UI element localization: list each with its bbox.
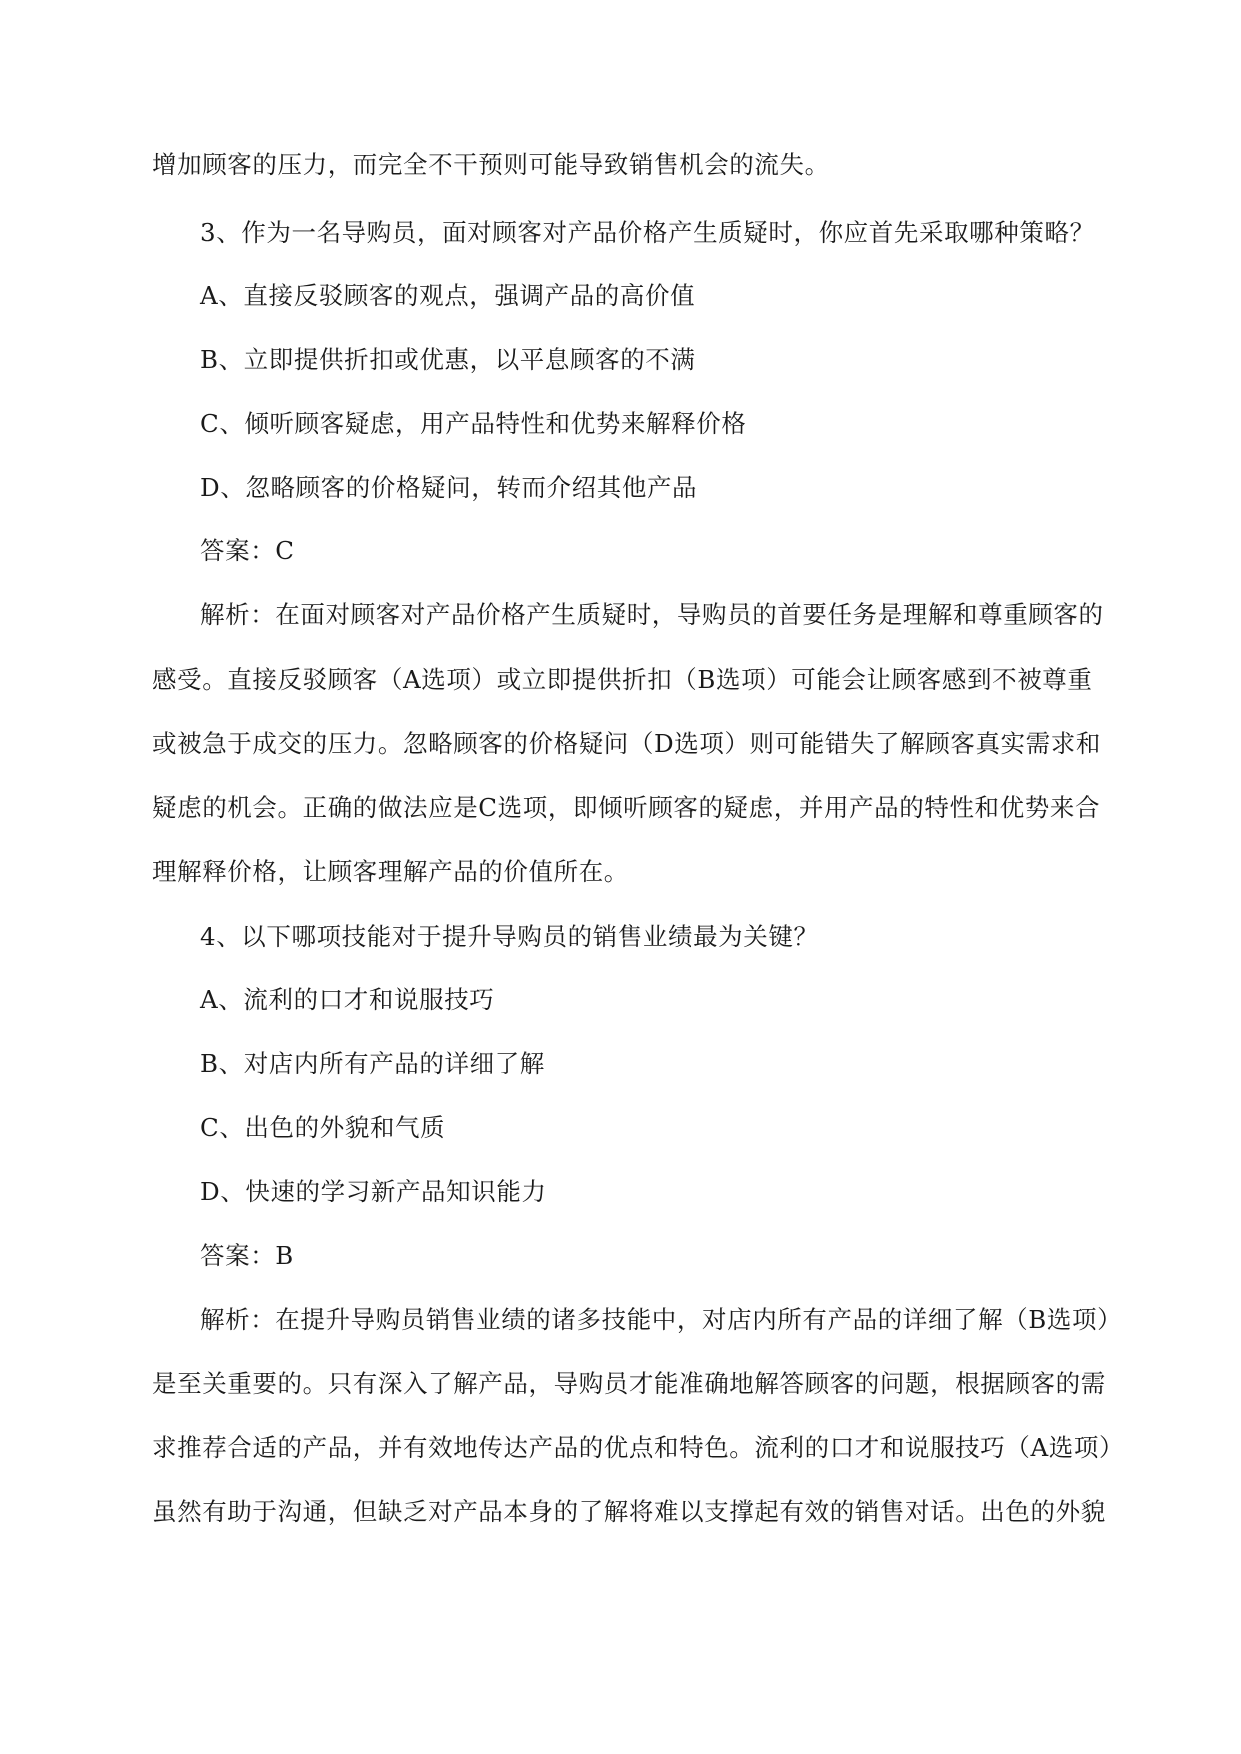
question-3-option-c: C、倾听顾客疑虑，用产品特性和优势来解释价格 — [200, 409, 747, 438]
question-3: 3、作为一名导购员，面对顾客对产品价格产生质疑时，你应首先采取哪种策略？ — [200, 218, 1095, 247]
question-4: 4、以下哪项技能对于提升导购员的销售业绩最为关键？ — [200, 922, 819, 951]
question-4-analysis-line: 虽然有助于沟通，但缺乏对产品本身的了解将难以支撑起有效的销售对话。出色的外貌 — [152, 1497, 1106, 1526]
question-3-analysis-line: 疑虑的机会。正确的做法应是C选项，即倾听顾客的疑虑，并用产品的特性和优势来合 — [152, 793, 1101, 822]
question-3-option-b: B、立即提供折扣或优惠，以平息顾客的不满 — [200, 345, 696, 374]
question-4-analysis-line: 解析：在提升导购员销售业绩的诸多技能中，对店内所有产品的详细了解（B选项） — [200, 1305, 1123, 1334]
question-3-option-d: D、忽略顾客的价格疑问，转而介绍其他产品 — [200, 473, 698, 502]
question-3-analysis-line: 或被急于成交的压力。忽略顾客的价格疑问（D选项）则可能错失了解顾客真实需求和 — [152, 729, 1101, 758]
question-4-analysis-line: 求推荐合适的产品，并有效地传达产品的优点和特色。流利的口才和说服技巧（A选项） — [152, 1433, 1125, 1462]
paragraph-line: 增加顾客的压力，而完全不干预则可能导致销售机会的流失。 — [152, 150, 830, 179]
question-4-option-c: C、出色的外貌和气质 — [200, 1113, 446, 1142]
question-4-answer: 答案：B — [200, 1241, 294, 1270]
question-3-analysis-line: 感受。直接反驳顾客（A选项）或立即提供折扣（B选项）可能会让顾客感到不被尊重 — [152, 665, 1093, 694]
question-4-option-d: D、快速的学习新产品知识能力 — [200, 1177, 547, 1206]
question-3-analysis-line: 理解释价格，让顾客理解产品的价值所在。 — [152, 857, 629, 886]
question-4-analysis-line: 是至关重要的。只有深入了解产品，导购员才能准确地解答顾客的问题，根据顾客的需 — [152, 1369, 1106, 1398]
question-3-answer: 答案：C — [200, 536, 295, 565]
question-3-analysis-line: 解析：在面对顾客对产品价格产生质疑时，导购员的首要任务是理解和尊重顾客的 — [200, 600, 1104, 629]
question-4-option-a: A、流利的口才和说服技巧 — [200, 985, 495, 1014]
question-3-option-a: A、直接反驳顾客的观点，强调产品的高价值 — [200, 281, 696, 310]
question-4-option-b: B、对店内所有产品的详细了解 — [200, 1049, 545, 1078]
